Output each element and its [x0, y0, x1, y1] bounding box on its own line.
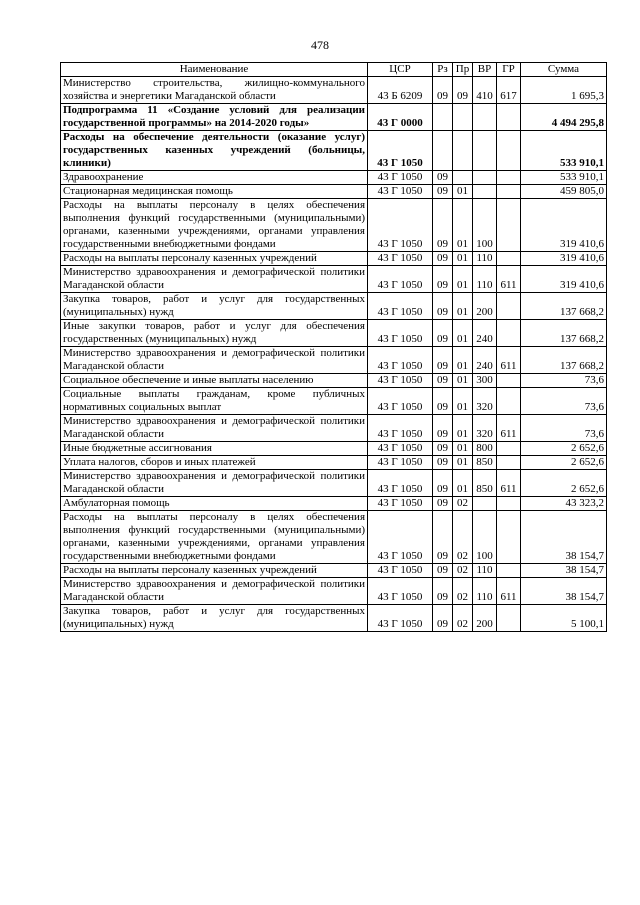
cell-csr: 43 Г 1050	[368, 605, 433, 632]
cell-gr	[497, 199, 521, 252]
cell-rz: 09	[433, 347, 453, 374]
cell-pr: 01	[453, 374, 473, 388]
cell-sum: 137 668,2	[521, 347, 607, 374]
cell-gr	[497, 185, 521, 199]
cell-pr: 01	[453, 456, 473, 470]
cell-sum: 73,6	[521, 374, 607, 388]
cell-sum: 73,6	[521, 415, 607, 442]
cell-name: Министерство строительства, жилищно-коммунального хозяйства и энергетики Магаданской области	[61, 77, 368, 104]
column-header-gr: ГР	[497, 63, 521, 77]
cell-gr	[497, 252, 521, 266]
cell-name: Стационарная медицинская помощь	[61, 185, 368, 199]
cell-gr	[497, 388, 521, 415]
cell-rz: 09	[433, 605, 453, 632]
cell-csr: 43 Г 1050	[368, 293, 433, 320]
cell-pr: 02	[453, 564, 473, 578]
cell-sum: 43 323,2	[521, 497, 607, 511]
table-row	[61, 77, 607, 104]
table-row	[61, 131, 607, 171]
cell-vr: 100	[473, 199, 497, 252]
cell-csr: 43 Г 1050	[368, 564, 433, 578]
cell-pr: 01	[453, 320, 473, 347]
cell-pr	[453, 104, 473, 131]
cell-pr: 01	[453, 185, 473, 199]
cell-csr: 43 Г 1050	[368, 185, 433, 199]
cell-pr: 02	[453, 605, 473, 632]
table-row	[61, 388, 607, 415]
cell-sum: 533 910,1	[521, 131, 607, 171]
cell-rz: 09	[433, 293, 453, 320]
table-row	[61, 374, 607, 388]
table-row	[61, 442, 607, 456]
cell-rz: 09	[433, 77, 453, 104]
cell-csr: 43 Г 1050	[368, 497, 433, 511]
cell-name: Расходы на выплаты персоналу казенных учреждений	[61, 564, 368, 578]
cell-vr: 200	[473, 293, 497, 320]
cell-rz: 09	[433, 578, 453, 605]
column-header-name: Наименование	[61, 63, 368, 77]
cell-vr: 110	[473, 578, 497, 605]
cell-sum: 38 154,7	[521, 564, 607, 578]
page-number: 478	[311, 38, 329, 52]
cell-gr	[497, 320, 521, 347]
column-header-csr: ЦСР	[368, 63, 433, 77]
cell-vr: 850	[473, 456, 497, 470]
cell-sum: 319 410,6	[521, 199, 607, 252]
cell-pr: 01	[453, 388, 473, 415]
cell-csr: 43 Г 1050	[368, 388, 433, 415]
cell-vr: 110	[473, 266, 497, 293]
cell-name: Расходы на обеспечение деятельности (оказание услуг) государственных казенных учреждений (больницы, клиники)	[61, 131, 368, 171]
cell-name: Уплата налогов, сборов и иных платежей	[61, 456, 368, 470]
cell-vr: 110	[473, 564, 497, 578]
cell-sum: 137 668,2	[521, 293, 607, 320]
cell-pr: 09	[453, 77, 473, 104]
cell-name: Министерство здравоохранения и демографической политики Магаданской области	[61, 266, 368, 293]
cell-gr	[497, 511, 521, 564]
cell-name: Здравоохранение	[61, 171, 368, 185]
table-row	[61, 104, 607, 131]
table-row	[61, 564, 607, 578]
cell-name: Амбулаторная помощь	[61, 497, 368, 511]
table-row	[61, 497, 607, 511]
table-row	[61, 266, 607, 293]
cell-name: Закупка товаров, работ и услуг для государственных (муниципальных) нужд	[61, 293, 368, 320]
cell-vr: 800	[473, 442, 497, 456]
cell-pr: 02	[453, 511, 473, 564]
cell-sum: 2 652,6	[521, 470, 607, 497]
table-row	[61, 320, 607, 347]
cell-sum: 459 805,0	[521, 185, 607, 199]
cell-name: Социальные выплаты гражданам, кроме публичных нормативных социальных выплат	[61, 388, 368, 415]
cell-name: Министерство здравоохранения и демографической политики Магаданской области	[61, 470, 368, 497]
cell-csr: 43 Г 1050	[368, 199, 433, 252]
cell-rz: 09	[433, 388, 453, 415]
column-header-vr: ВР	[473, 63, 497, 77]
cell-vr	[473, 497, 497, 511]
table-row	[61, 456, 607, 470]
column-header-pr: Пр	[453, 63, 473, 77]
cell-name: Иные закупки товаров, работ и услуг для обеспечения государственных (муниципальных) нужд	[61, 320, 368, 347]
cell-gr	[497, 171, 521, 185]
cell-rz: 09	[433, 252, 453, 266]
cell-rz: 09	[433, 185, 453, 199]
cell-rz: 09	[433, 497, 453, 511]
cell-sum: 1 695,3	[521, 77, 607, 104]
cell-rz: 09	[433, 456, 453, 470]
cell-sum: 2 652,6	[521, 442, 607, 456]
cell-sum: 2 652,6	[521, 456, 607, 470]
cell-sum: 5 100,1	[521, 605, 607, 632]
cell-vr: 300	[473, 374, 497, 388]
cell-vr: 200	[473, 605, 497, 632]
cell-vr	[473, 185, 497, 199]
cell-name: Расходы на выплаты персоналу в целях обеспечения выполнения функций государственными (муниципальными) органами, казенными учреждениями, органами управления государственными внебюджетными фондами	[61, 511, 368, 564]
cell-csr: 43 Г 1050	[368, 171, 433, 185]
cell-csr: 43 Г 1050	[368, 415, 433, 442]
cell-sum: 73,6	[521, 388, 607, 415]
table-row	[61, 293, 607, 320]
cell-vr	[473, 171, 497, 185]
cell-name: Иные бюджетные ассигнования	[61, 442, 368, 456]
table-row	[61, 578, 607, 605]
cell-csr: 43 Г 1050	[368, 470, 433, 497]
cell-pr: 01	[453, 266, 473, 293]
cell-rz: 09	[433, 442, 453, 456]
cell-csr: 43 Г 1050	[368, 578, 433, 605]
cell-sum: 319 410,6	[521, 252, 607, 266]
cell-pr: 01	[453, 442, 473, 456]
cell-gr	[497, 456, 521, 470]
cell-sum: 4 494 295,8	[521, 104, 607, 131]
table-row	[61, 199, 607, 252]
cell-csr: 43 Г 1050	[368, 252, 433, 266]
table-header-row	[61, 63, 607, 77]
cell-name: Подпрограмма 11 «Создание условий для реализации государственной программы» на 2014-2020 годы»	[61, 104, 368, 131]
cell-rz	[433, 131, 453, 171]
cell-pr: 01	[453, 252, 473, 266]
cell-rz: 09	[433, 511, 453, 564]
cell-rz	[433, 104, 453, 131]
cell-pr: 01	[453, 199, 473, 252]
cell-vr: 850	[473, 470, 497, 497]
cell-name: Министерство здравоохранения и демографической политики Магаданской области	[61, 347, 368, 374]
table-body	[61, 77, 607, 632]
cell-pr: 01	[453, 293, 473, 320]
table-row	[61, 470, 607, 497]
cell-name: Расходы на выплаты персоналу в целях обеспечения выполнения функций государственными (муниципальными) органами, казенными учреждениями, органами управления государственными внебюджетными фондами	[61, 199, 368, 252]
column-header-sum: Сумма	[521, 63, 607, 77]
cell-vr: 240	[473, 320, 497, 347]
cell-csr: 43 Г 1050	[368, 347, 433, 374]
cell-vr	[473, 104, 497, 131]
cell-csr: 43 Г 1050	[368, 511, 433, 564]
cell-gr	[497, 605, 521, 632]
cell-sum: 38 154,7	[521, 578, 607, 605]
cell-gr	[497, 104, 521, 131]
cell-pr: 02	[453, 578, 473, 605]
cell-rz: 09	[433, 266, 453, 293]
cell-gr: 611	[497, 578, 521, 605]
cell-sum: 137 668,2	[521, 320, 607, 347]
table-row	[61, 252, 607, 266]
cell-rz: 09	[433, 171, 453, 185]
cell-rz: 09	[433, 415, 453, 442]
cell-gr	[497, 497, 521, 511]
budget-table	[60, 62, 607, 632]
cell-pr: 01	[453, 347, 473, 374]
cell-rz: 09	[433, 564, 453, 578]
cell-pr	[453, 131, 473, 171]
cell-csr: 43 Г 1050	[368, 320, 433, 347]
cell-pr: 01	[453, 415, 473, 442]
cell-csr: 43 Г 1050	[368, 442, 433, 456]
cell-name: Министерство здравоохранения и демографической политики Магаданской области	[61, 578, 368, 605]
cell-rz: 09	[433, 470, 453, 497]
cell-pr	[453, 171, 473, 185]
cell-gr: 617	[497, 77, 521, 104]
cell-gr	[497, 131, 521, 171]
table-row	[61, 185, 607, 199]
table-row	[61, 511, 607, 564]
cell-gr	[497, 564, 521, 578]
cell-vr	[473, 131, 497, 171]
column-header-rz: Рз	[433, 63, 453, 77]
cell-gr: 611	[497, 415, 521, 442]
cell-csr: 43 Г 1050	[368, 374, 433, 388]
cell-rz: 09	[433, 199, 453, 252]
cell-vr: 410	[473, 77, 497, 104]
cell-gr	[497, 293, 521, 320]
table-row	[61, 171, 607, 185]
cell-csr: 43 Г 1050	[368, 456, 433, 470]
cell-gr	[497, 442, 521, 456]
cell-sum: 319 410,6	[521, 266, 607, 293]
cell-vr: 320	[473, 388, 497, 415]
cell-gr	[497, 374, 521, 388]
cell-pr: 02	[453, 497, 473, 511]
cell-gr: 611	[497, 266, 521, 293]
cell-csr: 43 Г 1050	[368, 266, 433, 293]
cell-pr: 01	[453, 470, 473, 497]
cell-vr: 320	[473, 415, 497, 442]
table-row	[61, 347, 607, 374]
cell-sum: 533 910,1	[521, 171, 607, 185]
cell-sum: 38 154,7	[521, 511, 607, 564]
cell-name: Расходы на выплаты персоналу казенных учреждений	[61, 252, 368, 266]
cell-csr: 43 Г 1050	[368, 131, 433, 171]
cell-rz: 09	[433, 320, 453, 347]
cell-vr: 110	[473, 252, 497, 266]
cell-gr: 611	[497, 470, 521, 497]
cell-csr: 43 Г 0000	[368, 104, 433, 131]
cell-vr: 240	[473, 347, 497, 374]
cell-name: Социальное обеспечение и иные выплаты населению	[61, 374, 368, 388]
cell-name: Министерство здравоохранения и демографической политики Магаданской области	[61, 415, 368, 442]
cell-name: Закупка товаров, работ и услуг для государственных (муниципальных) нужд	[61, 605, 368, 632]
cell-csr: 43 Б 6209	[368, 77, 433, 104]
cell-vr: 100	[473, 511, 497, 564]
table-row	[61, 415, 607, 442]
cell-gr: 611	[497, 347, 521, 374]
cell-rz: 09	[433, 374, 453, 388]
table-row	[61, 605, 607, 632]
